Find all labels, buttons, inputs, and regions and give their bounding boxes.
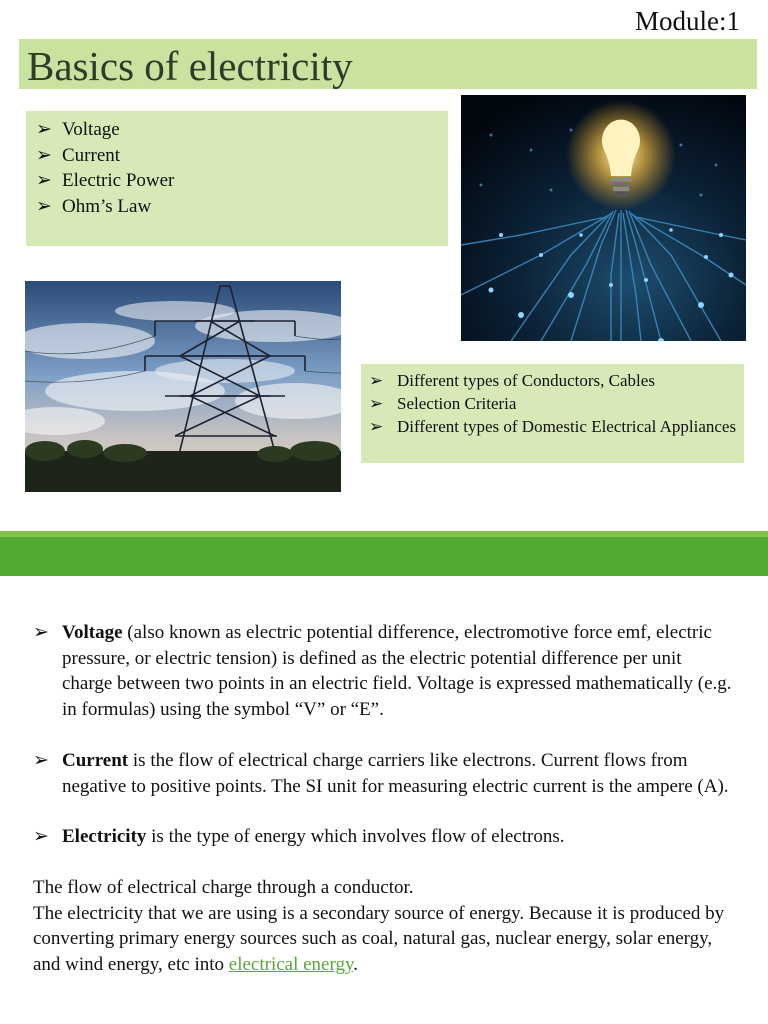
arrow-bullet-icon: ➢ — [369, 394, 384, 413]
topic-label: Selection Criteria — [397, 394, 517, 413]
arrow-bullet-icon: ➢ — [36, 119, 52, 140]
list-item — [36, 194, 448, 220]
list-item — [36, 168, 448, 194]
arrow-bullet-icon: ➢ — [36, 195, 52, 217]
title-band — [19, 39, 757, 89]
list-item — [369, 369, 744, 392]
current-definition: is the flow of electrical charge carriers like electrons. Current flows from negative to positive points. The SI unit for measuring electric current is the ampere (A). — [62, 749, 729, 797]
list-item — [36, 143, 448, 169]
list-item — [369, 415, 744, 438]
topic-label: Different types of Conductors, Cables — [397, 371, 655, 390]
electricity-term: Electricity — [62, 826, 147, 848]
voltage-term: Voltage — [62, 622, 123, 643]
electricity-paragraph — [33, 824, 733, 850]
page-title: Basics of electricity — [27, 43, 353, 89]
transmission-tower-image — [25, 281, 341, 492]
topic-label: Different types of Domestic Electrical Appliances — [397, 417, 737, 436]
arrow-bullet-icon: ➢ — [33, 622, 49, 643]
topic-label: Electric Power — [62, 170, 175, 191]
list-item — [369, 392, 744, 415]
secondary-source-paragraph — [33, 901, 733, 978]
list-item — [36, 117, 448, 143]
secondary-source-text: The electricity that we are using is a secondary source of energy. Because it is produced by converting primary energy sources such as coal, natural gas, nuclear energy, solar energy, and wind energy, etc into — [33, 902, 725, 976]
topics-box-primary — [26, 111, 448, 246]
current-paragraph — [33, 748, 733, 799]
arrow-bullet-icon: ➢ — [369, 371, 384, 390]
end-punctuation: . — [353, 954, 358, 976]
topic-label: Current — [62, 144, 121, 166]
arrow-bullet-icon: ➢ — [33, 826, 49, 848]
voltage-definition: (also known as electric potential difference, electromotive force emf, electric pressure, or electric tension) is defined as the electric potential difference per unit charge between two points in an electric field. Voltage is expressed mathematically (e.g. in formulas) using the symbol “V” or “E”. — [62, 622, 732, 721]
electricity-definition: is the type of energy which involves flow of electrons. — [146, 826, 565, 848]
body-text — [33, 620, 733, 978]
divider-dark — [0, 537, 768, 576]
module-label: Module:1 — [635, 6, 740, 36]
light-bulb-circuit-image — [461, 95, 746, 341]
flow-line: The flow of electrical charge through a conductor. — [33, 876, 414, 898]
topics-list-primary — [36, 117, 448, 219]
topics-box-secondary — [361, 364, 744, 463]
voltage-paragraph — [33, 620, 733, 723]
topic-label: Voltage — [62, 119, 120, 140]
electrical-energy-link[interactable]: electrical energy — [228, 954, 354, 976]
arrow-bullet-icon: ➢ — [33, 749, 49, 771]
arrow-bullet-icon: ➢ — [36, 170, 52, 191]
arrow-bullet-icon: ➢ — [369, 417, 384, 436]
topic-label: Ohm’s Law — [62, 195, 152, 217]
current-term: Current — [62, 749, 129, 771]
arrow-bullet-icon: ➢ — [36, 144, 52, 166]
topics-list-secondary — [369, 369, 744, 438]
